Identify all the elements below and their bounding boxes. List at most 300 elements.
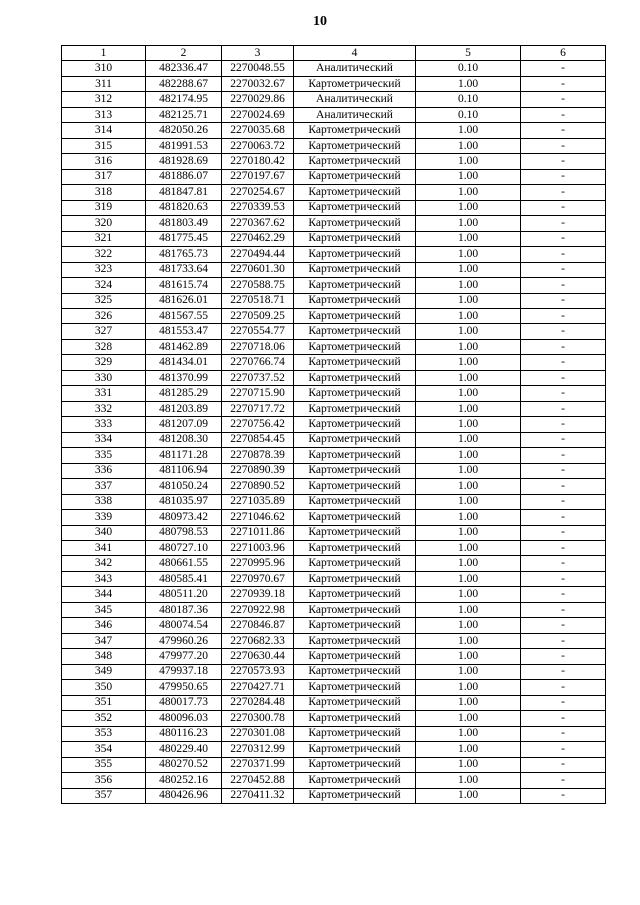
table-row: [62, 339, 606, 354]
y-coordinate-cell: 2270737.52: [222, 370, 294, 385]
point-number-cell: 354: [62, 742, 146, 757]
method-cell: Картометрический: [294, 633, 416, 648]
accuracy-cell: 1.00: [416, 556, 521, 571]
y-coordinate-cell: 2270427.71: [222, 680, 294, 695]
method-cell: Картометрический: [294, 571, 416, 586]
note-cell: -: [521, 61, 606, 76]
x-coordinate-cell: 479977.20: [146, 649, 222, 664]
x-coordinate-cell: 481886.07: [146, 169, 222, 184]
point-number-cell: 349: [62, 664, 146, 679]
point-number-cell: 346: [62, 618, 146, 633]
note-cell: -: [521, 355, 606, 370]
point-number-cell: 325: [62, 293, 146, 308]
table-row: [62, 370, 606, 385]
note-cell: -: [521, 432, 606, 447]
accuracy-cell: 0.10: [416, 107, 521, 122]
point-number-cell: 327: [62, 324, 146, 339]
y-coordinate-cell: 2270554.77: [222, 324, 294, 339]
accuracy-cell: 1.00: [416, 370, 521, 385]
y-coordinate-cell: 2270601.30: [222, 262, 294, 277]
note-cell: -: [521, 138, 606, 153]
x-coordinate-cell: 480252.16: [146, 773, 222, 788]
x-coordinate-cell: 481626.01: [146, 293, 222, 308]
accuracy-cell: 1.00: [416, 602, 521, 617]
method-cell: Картометрический: [294, 479, 416, 494]
accuracy-cell: 1.00: [416, 448, 521, 463]
y-coordinate-cell: 2270048.55: [222, 61, 294, 76]
table-body: [62, 61, 606, 804]
note-cell: -: [521, 510, 606, 525]
table-row: [62, 324, 606, 339]
table-row: [62, 757, 606, 772]
table-row: [62, 432, 606, 447]
coordinates-table: [61, 45, 606, 804]
accuracy-cell: 1.00: [416, 432, 521, 447]
y-coordinate-cell: 2271035.89: [222, 494, 294, 509]
x-coordinate-cell: 482288.67: [146, 76, 222, 91]
x-coordinate-cell: 481434.01: [146, 355, 222, 370]
method-cell: Картометрический: [294, 278, 416, 293]
y-coordinate-cell: 2270339.53: [222, 200, 294, 215]
accuracy-cell: 1.00: [416, 757, 521, 772]
accuracy-cell: 1.00: [416, 185, 521, 200]
method-cell: Картометрический: [294, 618, 416, 633]
table-row: [62, 494, 606, 509]
method-cell: Картометрический: [294, 262, 416, 277]
accuracy-cell: 1.00: [416, 200, 521, 215]
accuracy-cell: 1.00: [416, 216, 521, 231]
accuracy-cell: 1.00: [416, 664, 521, 679]
point-number-cell: 357: [62, 788, 146, 803]
accuracy-cell: 1.00: [416, 788, 521, 803]
x-coordinate-cell: 480798.53: [146, 525, 222, 540]
table-row: [62, 633, 606, 648]
column-header: 1: [62, 46, 146, 61]
y-coordinate-cell: 2270509.25: [222, 308, 294, 323]
table-row: [62, 76, 606, 91]
accuracy-cell: 1.00: [416, 525, 521, 540]
column-header: 6: [521, 46, 606, 61]
y-coordinate-cell: 2270254.67: [222, 185, 294, 200]
note-cell: -: [521, 448, 606, 463]
table-row: [62, 618, 606, 633]
method-cell: Картометрический: [294, 448, 416, 463]
x-coordinate-cell: 480074.54: [146, 618, 222, 633]
note-cell: -: [521, 479, 606, 494]
method-cell: Картометрический: [294, 324, 416, 339]
table-row: [62, 262, 606, 277]
y-coordinate-cell: 2270766.74: [222, 355, 294, 370]
table-row: [62, 200, 606, 215]
point-number-cell: 311: [62, 76, 146, 91]
y-coordinate-cell: 2270367.62: [222, 216, 294, 231]
table-row: [62, 463, 606, 478]
y-coordinate-cell: 2270312.99: [222, 742, 294, 757]
method-cell: Картометрический: [294, 664, 416, 679]
method-cell: Картометрический: [294, 510, 416, 525]
method-cell: Картометрический: [294, 401, 416, 416]
note-cell: -: [521, 200, 606, 215]
x-coordinate-cell: 481733.64: [146, 262, 222, 277]
x-coordinate-cell: 482050.26: [146, 123, 222, 138]
y-coordinate-cell: 2270024.69: [222, 107, 294, 122]
table-row: [62, 556, 606, 571]
x-coordinate-cell: 480973.42: [146, 510, 222, 525]
accuracy-cell: 1.00: [416, 571, 521, 586]
y-coordinate-cell: 2270371.99: [222, 757, 294, 772]
point-number-cell: 344: [62, 587, 146, 602]
table-row: [62, 123, 606, 138]
note-cell: -: [521, 293, 606, 308]
point-number-cell: 341: [62, 541, 146, 556]
x-coordinate-cell: 479950.65: [146, 680, 222, 695]
point-number-cell: 326: [62, 308, 146, 323]
x-coordinate-cell: 481171.28: [146, 448, 222, 463]
x-coordinate-cell: 481553.47: [146, 324, 222, 339]
x-coordinate-cell: 482174.95: [146, 92, 222, 107]
note-cell: -: [521, 324, 606, 339]
method-cell: Картометрический: [294, 525, 416, 540]
y-coordinate-cell: 2270970.67: [222, 571, 294, 586]
y-coordinate-cell: 2270494.44: [222, 247, 294, 262]
method-cell: Аналитический: [294, 92, 416, 107]
y-coordinate-cell: 2270180.42: [222, 154, 294, 169]
note-cell: -: [521, 92, 606, 107]
point-number-cell: 316: [62, 154, 146, 169]
x-coordinate-cell: 481847.81: [146, 185, 222, 200]
table-row: [62, 355, 606, 370]
point-number-cell: 355: [62, 757, 146, 772]
y-coordinate-cell: 2270682.33: [222, 633, 294, 648]
table-row: [62, 649, 606, 664]
accuracy-cell: 1.00: [416, 510, 521, 525]
note-cell: -: [521, 262, 606, 277]
y-coordinate-cell: 2270995.96: [222, 556, 294, 571]
column-header: 4: [294, 46, 416, 61]
column-header: 3: [222, 46, 294, 61]
note-cell: -: [521, 525, 606, 540]
method-cell: Аналитический: [294, 61, 416, 76]
point-number-cell: 339: [62, 510, 146, 525]
note-cell: -: [521, 247, 606, 262]
point-number-cell: 351: [62, 695, 146, 710]
y-coordinate-cell: 2270846.87: [222, 618, 294, 633]
point-number-cell: 319: [62, 200, 146, 215]
note-cell: -: [521, 664, 606, 679]
accuracy-cell: 1.00: [416, 76, 521, 91]
y-coordinate-cell: 2270462.29: [222, 231, 294, 246]
point-number-cell: 353: [62, 726, 146, 741]
accuracy-cell: 1.00: [416, 123, 521, 138]
table-row: [62, 773, 606, 788]
x-coordinate-cell: 481991.53: [146, 138, 222, 153]
method-cell: Картометрический: [294, 138, 416, 153]
accuracy-cell: 1.00: [416, 278, 521, 293]
x-coordinate-cell: 481285.29: [146, 386, 222, 401]
point-number-cell: 338: [62, 494, 146, 509]
table-row: [62, 216, 606, 231]
y-coordinate-cell: 2270573.93: [222, 664, 294, 679]
table-row: [62, 788, 606, 803]
note-cell: -: [521, 633, 606, 648]
note-cell: -: [521, 463, 606, 478]
table-row: [62, 525, 606, 540]
point-number-cell: 313: [62, 107, 146, 122]
y-coordinate-cell: 2270411.32: [222, 788, 294, 803]
point-number-cell: 335: [62, 448, 146, 463]
accuracy-cell: 1.00: [416, 463, 521, 478]
x-coordinate-cell: 480229.40: [146, 742, 222, 757]
y-coordinate-cell: 2270197.67: [222, 169, 294, 184]
method-cell: Картометрический: [294, 123, 416, 138]
note-cell: -: [521, 587, 606, 602]
point-number-cell: 352: [62, 711, 146, 726]
x-coordinate-cell: 481207.09: [146, 417, 222, 432]
x-coordinate-cell: 481765.73: [146, 247, 222, 262]
x-coordinate-cell: 481208.30: [146, 432, 222, 447]
point-number-cell: 329: [62, 355, 146, 370]
method-cell: Картометрический: [294, 370, 416, 385]
method-cell: Картометрический: [294, 308, 416, 323]
method-cell: Картометрический: [294, 711, 416, 726]
accuracy-cell: 1.00: [416, 649, 521, 664]
x-coordinate-cell: 481370.99: [146, 370, 222, 385]
note-cell: -: [521, 680, 606, 695]
note-cell: -: [521, 308, 606, 323]
x-coordinate-cell: 479937.18: [146, 664, 222, 679]
y-coordinate-cell: 2270878.39: [222, 448, 294, 463]
note-cell: -: [521, 370, 606, 385]
accuracy-cell: 1.00: [416, 587, 521, 602]
table-row: [62, 571, 606, 586]
table-row: [62, 154, 606, 169]
point-number-cell: 320: [62, 216, 146, 231]
note-cell: -: [521, 757, 606, 772]
table-row: [62, 664, 606, 679]
point-number-cell: 312: [62, 92, 146, 107]
note-cell: -: [521, 107, 606, 122]
method-cell: Картометрический: [294, 742, 416, 757]
note-cell: -: [521, 278, 606, 293]
table-row: [62, 92, 606, 107]
accuracy-cell: 1.00: [416, 154, 521, 169]
x-coordinate-cell: 481567.55: [146, 308, 222, 323]
note-cell: -: [521, 339, 606, 354]
accuracy-cell: 1.00: [416, 494, 521, 509]
accuracy-cell: 1.00: [416, 293, 521, 308]
table-row: [62, 308, 606, 323]
y-coordinate-cell: 2270756.42: [222, 417, 294, 432]
point-number-cell: 340: [62, 525, 146, 540]
x-coordinate-cell: 481462.89: [146, 339, 222, 354]
accuracy-cell: 1.00: [416, 386, 521, 401]
method-cell: Картометрический: [294, 200, 416, 215]
accuracy-cell: 1.00: [416, 339, 521, 354]
method-cell: Картометрический: [294, 556, 416, 571]
y-coordinate-cell: 2270063.72: [222, 138, 294, 153]
x-coordinate-cell: 480727.10: [146, 541, 222, 556]
y-coordinate-cell: 2270922.98: [222, 602, 294, 617]
table-row: [62, 278, 606, 293]
accuracy-cell: 1.00: [416, 711, 521, 726]
note-cell: -: [521, 711, 606, 726]
note-cell: -: [521, 76, 606, 91]
accuracy-cell: 1.00: [416, 308, 521, 323]
method-cell: Картометрический: [294, 602, 416, 617]
method-cell: Картометрический: [294, 463, 416, 478]
method-cell: Картометрический: [294, 773, 416, 788]
point-number-cell: 323: [62, 262, 146, 277]
method-cell: Картометрический: [294, 293, 416, 308]
point-number-cell: 356: [62, 773, 146, 788]
accuracy-cell: 1.00: [416, 742, 521, 757]
point-number-cell: 336: [62, 463, 146, 478]
column-header: 5: [416, 46, 521, 61]
point-number-cell: 348: [62, 649, 146, 664]
y-coordinate-cell: 2270630.44: [222, 649, 294, 664]
note-cell: -: [521, 494, 606, 509]
point-number-cell: 342: [62, 556, 146, 571]
point-number-cell: 334: [62, 432, 146, 447]
accuracy-cell: 1.00: [416, 355, 521, 370]
x-coordinate-cell: 481775.45: [146, 231, 222, 246]
note-cell: -: [521, 618, 606, 633]
x-coordinate-cell: 481803.49: [146, 216, 222, 231]
accuracy-cell: 0.10: [416, 61, 521, 76]
note-cell: -: [521, 556, 606, 571]
table-row: [62, 185, 606, 200]
accuracy-cell: 1.00: [416, 262, 521, 277]
point-number-cell: 314: [62, 123, 146, 138]
x-coordinate-cell: 480096.03: [146, 711, 222, 726]
note-cell: -: [521, 169, 606, 184]
note-cell: -: [521, 154, 606, 169]
page-number: 10: [313, 14, 327, 29]
accuracy-cell: 0.10: [416, 92, 521, 107]
note-cell: -: [521, 695, 606, 710]
point-number-cell: 318: [62, 185, 146, 200]
table-row: [62, 602, 606, 617]
method-cell: Картометрический: [294, 541, 416, 556]
point-number-cell: 350: [62, 680, 146, 695]
point-number-cell: 310: [62, 61, 146, 76]
accuracy-cell: 1.00: [416, 138, 521, 153]
method-cell: Картометрический: [294, 386, 416, 401]
point-number-cell: 328: [62, 339, 146, 354]
method-cell: Картометрический: [294, 432, 416, 447]
accuracy-cell: 1.00: [416, 417, 521, 432]
y-coordinate-cell: 2270035.68: [222, 123, 294, 138]
note-cell: -: [521, 571, 606, 586]
point-number-cell: 333: [62, 417, 146, 432]
y-coordinate-cell: 2270588.75: [222, 278, 294, 293]
y-coordinate-cell: 2270939.18: [222, 587, 294, 602]
table-row: [62, 711, 606, 726]
accuracy-cell: 1.00: [416, 680, 521, 695]
table-row: [62, 417, 606, 432]
table-row: [62, 541, 606, 556]
x-coordinate-cell: 480585.41: [146, 571, 222, 586]
point-number-cell: 321: [62, 231, 146, 246]
table-row: [62, 742, 606, 757]
x-coordinate-cell: 481203.89: [146, 401, 222, 416]
accuracy-cell: 1.00: [416, 401, 521, 416]
y-coordinate-cell: 2270032.67: [222, 76, 294, 91]
note-cell: -: [521, 726, 606, 741]
x-coordinate-cell: 480426.96: [146, 788, 222, 803]
y-coordinate-cell: 2270854.45: [222, 432, 294, 447]
note-cell: -: [521, 231, 606, 246]
y-coordinate-cell: 2271011.86: [222, 525, 294, 540]
x-coordinate-cell: 480661.55: [146, 556, 222, 571]
method-cell: Картометрический: [294, 216, 416, 231]
point-number-cell: 324: [62, 278, 146, 293]
accuracy-cell: 1.00: [416, 247, 521, 262]
method-cell: Картометрический: [294, 680, 416, 695]
note-cell: -: [521, 185, 606, 200]
x-coordinate-cell: 482336.47: [146, 61, 222, 76]
table-row: [62, 680, 606, 695]
accuracy-cell: 1.00: [416, 169, 521, 184]
point-number-cell: 343: [62, 571, 146, 586]
note-cell: -: [521, 541, 606, 556]
note-cell: -: [521, 602, 606, 617]
y-coordinate-cell: 2270715.90: [222, 386, 294, 401]
x-coordinate-cell: 481035.97: [146, 494, 222, 509]
method-cell: Картометрический: [294, 169, 416, 184]
x-coordinate-cell: 479960.26: [146, 633, 222, 648]
method-cell: Картометрический: [294, 587, 416, 602]
note-cell: -: [521, 123, 606, 138]
point-number-cell: 331: [62, 386, 146, 401]
x-coordinate-cell: 480270.52: [146, 757, 222, 772]
y-coordinate-cell: 2270029.86: [222, 92, 294, 107]
table-header-row: [62, 46, 606, 61]
y-coordinate-cell: 2270718.06: [222, 339, 294, 354]
method-cell: Картометрический: [294, 185, 416, 200]
x-coordinate-cell: 480187.36: [146, 602, 222, 617]
note-cell: -: [521, 788, 606, 803]
table-row: [62, 61, 606, 76]
method-cell: Картометрический: [294, 76, 416, 91]
note-cell: -: [521, 649, 606, 664]
note-cell: -: [521, 386, 606, 401]
y-coordinate-cell: 2270284.48: [222, 695, 294, 710]
note-cell: -: [521, 417, 606, 432]
method-cell: Картометрический: [294, 788, 416, 803]
x-coordinate-cell: 482125.71: [146, 107, 222, 122]
method-cell: Картометрический: [294, 695, 416, 710]
note-cell: -: [521, 216, 606, 231]
x-coordinate-cell: 480017.73: [146, 695, 222, 710]
note-cell: -: [521, 742, 606, 757]
point-number-cell: 337: [62, 479, 146, 494]
y-coordinate-cell: 2270518.71: [222, 293, 294, 308]
column-header: 2: [146, 46, 222, 61]
point-number-cell: 345: [62, 602, 146, 617]
x-coordinate-cell: 480511.20: [146, 587, 222, 602]
table-row: [62, 401, 606, 416]
table-row: [62, 587, 606, 602]
accuracy-cell: 1.00: [416, 633, 521, 648]
y-coordinate-cell: 2271003.96: [222, 541, 294, 556]
point-number-cell: 332: [62, 401, 146, 416]
method-cell: Картометрический: [294, 757, 416, 772]
accuracy-cell: 1.00: [416, 618, 521, 633]
method-cell: Картометрический: [294, 231, 416, 246]
table-row: [62, 169, 606, 184]
accuracy-cell: 1.00: [416, 231, 521, 246]
